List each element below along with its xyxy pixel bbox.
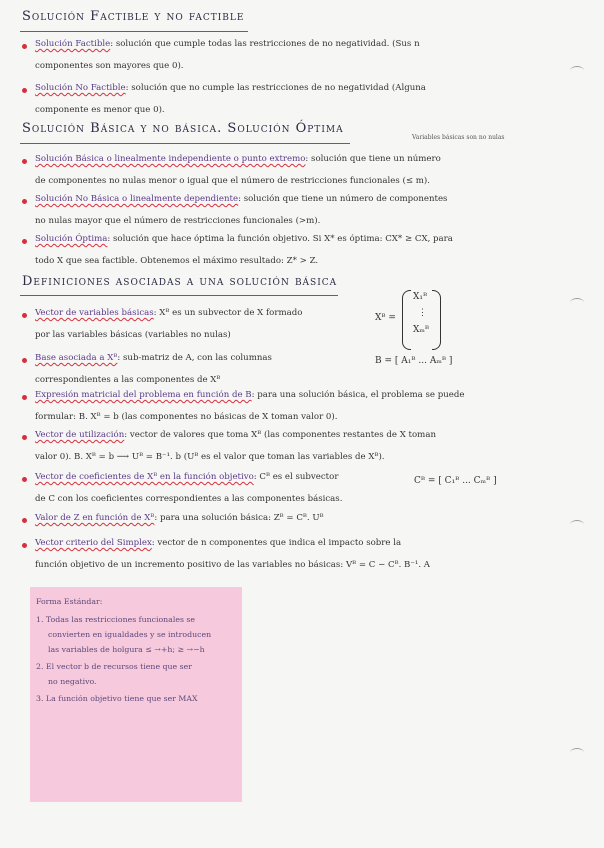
- bullet-text: : para una solución básica, el problema se puede: [251, 390, 465, 400]
- matrix-entry: ⋮: [418, 308, 427, 318]
- bullet-text: de componentes no nulas menor o igual que el número de restricciones funcionales (≤ m).: [35, 176, 430, 186]
- bullet-optima: [35, 228, 453, 272]
- bullet-text: todo X que sea factible. Obtenemos el máximo resultado: Z* > Z.: [35, 256, 319, 266]
- term-vector-utilizacion: Vector de utilización: [35, 430, 125, 440]
- term-solucion-optima: Solución Óptima: [35, 234, 108, 244]
- sticky-note-line: las variables de holgura ≤ →+h; ≥ →−h: [48, 645, 205, 654]
- bullet-text: : solución que tiene un número: [305, 154, 441, 164]
- term-expresion-matricial: Expresión matricial del problema en función de B: [35, 390, 252, 400]
- bullet-text: por las variables básicas (variables no nulas): [35, 330, 231, 340]
- margin-note: Variables básicas son no nulas: [412, 134, 505, 141]
- sticky-note-line: convierten en igualdades y se introducen: [48, 630, 212, 639]
- bullet-vector-utilizacion: [35, 424, 436, 468]
- bullet-text: : vector de valores que toma Xᴮ (las componentes restantes de X toman: [124, 430, 436, 440]
- binder-hole: [570, 298, 584, 307]
- title-underline: [20, 31, 248, 32]
- bullet-text: : sub-matriz de A, con las columnas: [117, 353, 272, 363]
- bullet-text: de C con los coeficientes correspondientes a las componentes básicas.: [35, 494, 343, 504]
- bullet: [22, 313, 27, 318]
- term-base-asociada: Base asociada a Xᴮ: [35, 353, 118, 363]
- bullet-text: : solución que no cumple las restricciones de no negatividad (Alguna: [125, 83, 426, 93]
- bullet: [22, 358, 27, 363]
- bullet-vector-criterio: [35, 532, 430, 576]
- bullet-text: : Xᴮ es un subvector de X formado: [153, 308, 303, 318]
- bullet-text: no nulas mayor que el número de restricciones funcionales (>m).: [35, 216, 321, 226]
- term-vector-variables-basicas: Vector de variables básicas: [35, 308, 154, 318]
- sticky-note-line: no negativo.: [48, 677, 97, 686]
- section-title-factible: Solución Factible y no factible: [22, 9, 245, 24]
- binder-hole: [570, 66, 584, 75]
- bullet-text: correspondientes a las componentes de Xᴮ: [35, 375, 221, 385]
- term-solucion-factible: Solución Factible: [35, 39, 111, 49]
- sticky-note-forma-estandar: [30, 587, 242, 802]
- bullet-no-factible: [35, 77, 426, 121]
- bullet: [22, 239, 27, 244]
- bullet-text: : solución que tiene un número de componentes: [238, 194, 448, 204]
- matrix-entry: X₁ᴮ: [413, 292, 428, 302]
- bullet-text: : vector de n componentes que indica el impacto sobre la: [151, 538, 402, 548]
- term-vector-coeficientes: Vector de coeficientes de Xᴮ en la función objetivo: [35, 472, 254, 482]
- term-solucion-no-basica: Solución No Básica o linealmente dependiente: [35, 194, 239, 204]
- xb-equation: Xᴮ =: [375, 313, 396, 323]
- bullet-vector-variables-basicas: [35, 302, 302, 346]
- sticky-note-line: 2. El vector b de recursos tiene que ser: [36, 662, 192, 671]
- bullet-valor-z: [35, 507, 324, 529]
- title-underline: [20, 295, 338, 296]
- term-solucion-no-factible: Solución No Factible: [35, 83, 126, 93]
- term-vector-criterio: Vector criterio del Simplex: [35, 538, 152, 548]
- binder-hole: [570, 748, 584, 757]
- sticky-note-line: 3. La función objetivo tiene que ser MAX: [36, 694, 198, 703]
- bullet-text: función objetivo de un incremento positivo de las variables no básicas: Vᴮ = C − Cᴮ. B⁻¹. A: [35, 560, 431, 570]
- bullet: [22, 159, 27, 164]
- term-solucion-basica: Solución Básica o linealmente independiente o punto extremo: [35, 154, 306, 164]
- bullet: [22, 395, 27, 400]
- term-valor-z: Valor de Z en función de Xᴮ: [35, 513, 155, 523]
- bullet-text: : Cᴮ es el subvector: [253, 472, 339, 482]
- bullet: [22, 477, 27, 482]
- bullet-basica: [35, 148, 441, 192]
- sticky-note-line: 1. Todas las restricciones funcionales se: [36, 615, 196, 624]
- matrix-bracket-left: [402, 290, 411, 350]
- bullet-text: componentes son mayores que 0).: [35, 61, 184, 71]
- title-underline: [20, 143, 350, 144]
- cb-equation: Cᴮ = [ C₁ᴮ ... Cₘᴮ ]: [414, 476, 497, 486]
- section-title-basica: Solución Básica y no básica. Solución Óptima: [22, 121, 344, 136]
- bullet-text: componente es menor que 0).: [35, 105, 165, 115]
- bullet: [22, 44, 27, 49]
- bullet-no-basica: [35, 188, 447, 232]
- bullet-text: : para una solución básica: Zᴮ = Cᴮ. Uᴮ: [154, 513, 324, 523]
- section-title-definiciones: Definiciones asociadas a una solución básica: [22, 274, 338, 289]
- sticky-note-title: Forma Estándar:: [36, 597, 103, 606]
- matrix-entry: Xₘᴮ: [413, 325, 430, 335]
- b-matrix-equation: B = [ A₁ᴮ ... Aₘᴮ ]: [375, 356, 453, 366]
- binder-hole: [570, 520, 584, 529]
- bullet: [22, 518, 27, 523]
- bullet-text: : solución que cumple todas las restricciones de no negatividad. (Sus n: [110, 39, 420, 49]
- bullet: [22, 199, 27, 204]
- bullet-text: formular: B. Xᴮ = b (las componentes no básicas de X toman valor 0).: [35, 412, 338, 422]
- bullet: [22, 435, 27, 440]
- bullet: [22, 88, 27, 93]
- bullet-text: : solución que hace óptima la función objetivo. Si X* es óptima: CX* ≥ CX, para: [107, 234, 453, 244]
- matrix-bracket-right: [432, 290, 441, 350]
- bullet-expresion-matricial: [35, 384, 464, 428]
- bullet-factible: [35, 33, 420, 77]
- bullet-vector-coeficientes: [35, 466, 342, 510]
- bullet-text: valor 0). B. Xᴮ = b ⟶ Uᴮ = B⁻¹. b (Uᴮ es el valor que toman las variables de Xᴮ).: [35, 452, 385, 462]
- bullet: [22, 543, 27, 548]
